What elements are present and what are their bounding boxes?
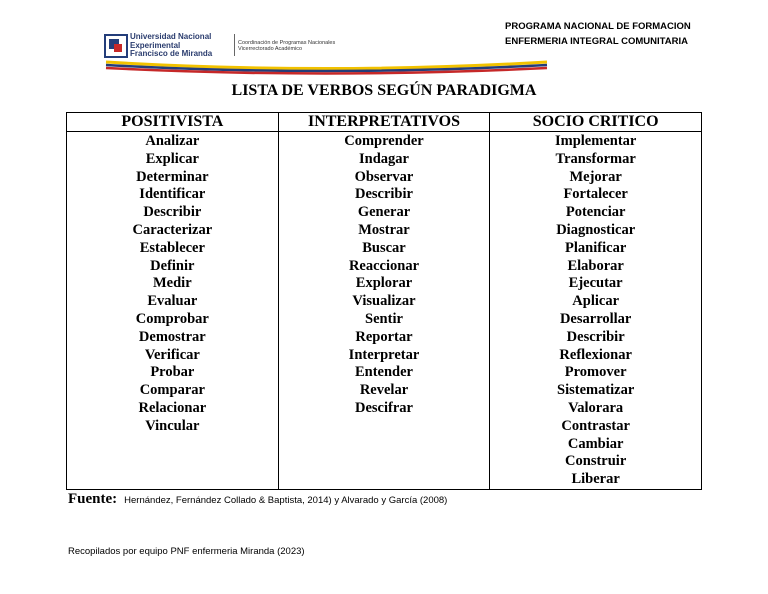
verb-item: Describir [354,186,413,203]
verb-item: Explicar [145,150,199,167]
verb-item: Explorar [355,275,413,292]
verb-item: Valorara [568,399,624,416]
verb-item: Cambiar [567,435,624,452]
verb-item: Entender [354,364,413,381]
verb-item: Reflexionar [559,346,632,363]
verb-item: Comparar [139,382,205,399]
verb-item: Relacionar [138,399,207,416]
program-line: ENFERMERIA INTEGRAL COMUNITARIA [505,36,688,47]
verb-item: Elaborar [567,257,624,274]
verb-item: Mostrar [358,221,410,238]
program-line: PROGRAMA NACIONAL DE FORMACION [505,21,691,32]
verb-item: Liberar [571,471,620,488]
document-title: LISTA DE VERBOS SEGÚN PARADIGMA [231,82,537,99]
logo-divider [234,34,235,56]
verb-item: Comprobar [135,310,209,327]
verb-list-interpretativos [278,132,490,490]
column-header-socio-critico: SOCIO CRITICO [490,113,702,132]
verb-item: Reaccionar [348,257,420,274]
verb-item: Generar [357,204,411,221]
column-header-interpretativos: INTERPRETATIVOS [278,113,490,132]
verb-item: Definir [150,257,195,274]
verb-item: Describir [143,204,202,221]
verb-item: Establecer [139,239,205,256]
verb-item: Transformar [555,150,636,167]
verb-list-socio-critico [490,132,702,490]
university-name: Universidad Nacional Experimental Francisco de Miranda [130,32,213,58]
verb-item: Diagnosticar [556,221,636,238]
verb-item: Desarrollar [559,310,632,327]
verb-item: Comprender [344,133,424,149]
verb-item: Sentir [365,310,403,327]
column-header-positivista: POSITIVISTA [67,113,279,132]
verb-item: Evaluar [147,293,198,310]
verb-item: Ejecutar [568,275,623,292]
verb-item: Aplicar [572,293,620,310]
verb-item: Identificar [139,186,206,203]
verb-item: Construir [565,453,627,470]
office-name: Coordinación de Programas Nacionales Vicerrectorado Académico [238,40,336,52]
verb-item: Contrastar [561,417,630,434]
verb-list-positivista [67,132,279,490]
source-label: Fuente: [68,491,118,507]
compiled-by-note: Recopilados por equipo PNF enfermeria Miranda (2023) [68,546,305,557]
source-text: Hernández, Fernández Collado & Baptista, 2014) y Alvarado y García (2008) [124,495,448,506]
verb-item: Visualizar [352,293,416,310]
verb-item: Revelar [359,382,409,399]
university-emblem-icon [104,34,128,58]
verb-item: Interpretar [348,346,420,363]
verb-item: Mejorar [569,168,622,185]
verb-item: Reportar [355,328,413,345]
verb-item: Caracterizar [132,221,213,238]
verb-item: Sistematizar [557,382,635,399]
verb-item: Implementar [554,133,637,149]
flag-swoosh-icon [104,58,549,76]
verb-item: Verificar [144,346,200,363]
verb-item: Fortalecer [563,186,628,203]
verb-item: Potenciar [565,204,626,221]
verb-item: Descifrar [355,399,413,416]
university-logo [104,32,544,76]
verb-item: Demostrar [138,328,206,345]
program-heading [505,19,691,49]
verb-item: Promover [564,364,627,381]
verb-item: Buscar [362,239,406,256]
verb-item: Vincular [145,417,200,434]
verb-item: Determinar [136,168,209,185]
source-note [68,490,447,508]
verb-item: Indagar [359,150,409,167]
verbs-table [66,112,702,490]
verb-item: Probar [150,364,195,381]
verb-item: Analizar [145,133,200,149]
verb-item: Observar [354,168,414,185]
verb-item: Medir [153,275,192,292]
verb-item: Describir [566,328,625,345]
verb-item: Planificar [565,239,627,256]
